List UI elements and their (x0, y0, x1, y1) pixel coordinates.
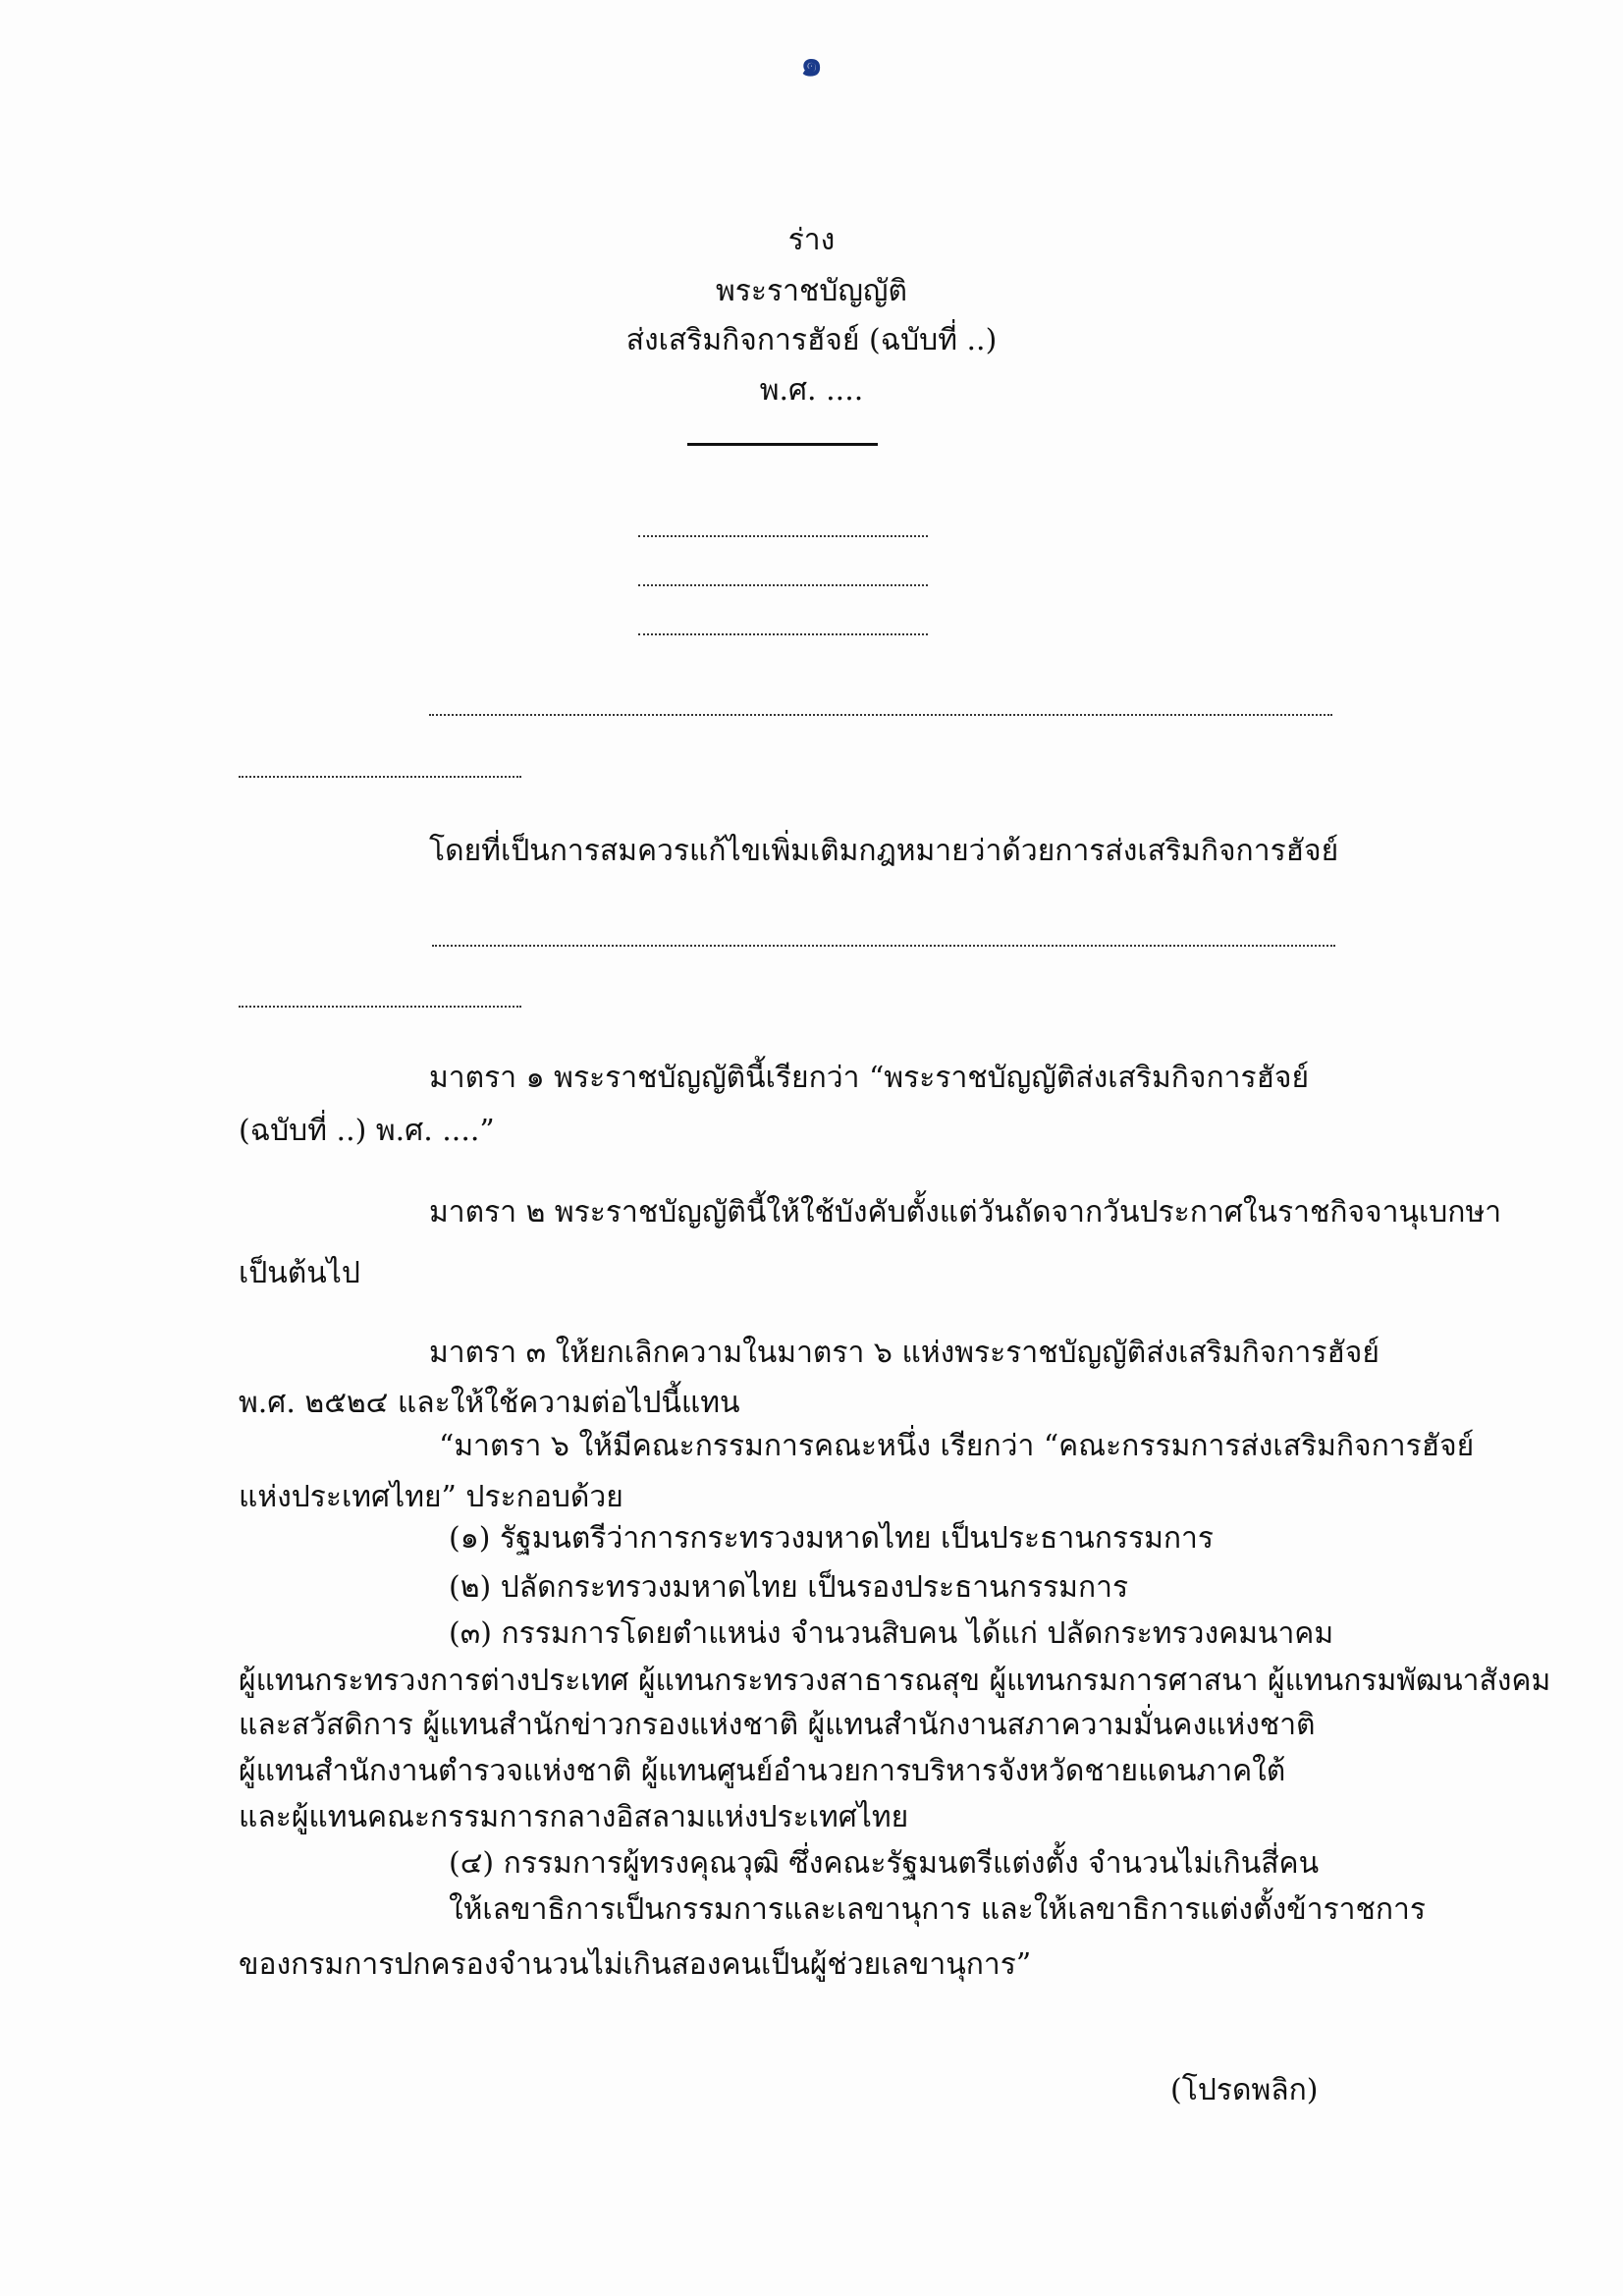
section-2-line-2: เป็นต้นไป (239, 1256, 360, 1290)
member-item-3-line-3: และสวัสดิการ ผู้แทนสำนักข่าวกรองแห่งชาติ ผู้แทนสำนักงานสภาความมั่นคงแห่งชาติ (239, 1708, 1316, 1742)
draft-label: ร่าง (787, 223, 836, 257)
member-item-3-line-1: (๓) กรรมการโดยตำแหน่ง จำนวนสิบคน ได้แก่ ปลัดกระทรวงคมนาคม (449, 1616, 1334, 1651)
dotted-blank-line (638, 535, 928, 537)
section-1-line-2: (ฉบับที่ ..) พ.ศ. ....” (239, 1114, 495, 1148)
act-title: ส่งเสริมกิจการฮัจย์ (ฉบับที่ ..) (625, 323, 998, 357)
dotted-blank-line (638, 633, 928, 635)
section-3-line-1: มาตรา ๓ ให้ยกเลิกความในมาตรา ๖ แห่งพระราชบัญญัติส่งเสริมกิจการฮัจย์ (429, 1336, 1380, 1370)
section-6-line-2: แห่งประเทศไทย” ประกอบด้วย (239, 1480, 623, 1514)
dotted-blank-line (638, 584, 928, 586)
section-3-line-2: พ.ศ. ๒๕๒๔ และให้ใช้ความต่อไปนี้แทน (239, 1386, 740, 1420)
secretary-line-1: ให้เลขาธิการเป็นกรรมการและเลขานุการ และให้เลขาธิการแต่งตั้งข้าราชการ (449, 1892, 1427, 1927)
dotted-blank-line (429, 714, 1332, 716)
secretary-line-2: ของกรมการปกครองจำนวนไม่เกินสองคนเป็นผู้ช่วยเลขานุการ” (239, 1947, 1032, 1982)
member-item-2: (๒) ปลัดกระทรวงมหาดไทย เป็นรองประธานกรรมการ (449, 1570, 1129, 1605)
member-item-3-line-5: และผู้แทนคณะกรรมการกลางอิสลามแห่งประเทศไทย (239, 1800, 909, 1834)
act-year: พ.ศ. .... (759, 373, 864, 408)
member-item-1: (๑) รัฐมนตรีว่าการกระทรวงมหาดไทย เป็นประธานกรรมการ (449, 1521, 1215, 1556)
dotted-blank-line (239, 776, 521, 778)
page-number: ๑ (800, 43, 823, 84)
section-2-line-1: มาตรา ๒ พระราชบัญญัตินี้ให้ใช้บังคับตั้งแต่วันถัดจากวันประกาศในราชกิจจานุเบกษา (429, 1195, 1502, 1230)
act-type: พระราชบัญญัติ (716, 274, 907, 308)
member-item-3-line-2: ผู้แทนกระทรวงการต่างประเทศ ผู้แทนกระทรวงสาธารณสุข ผู้แทนกรมการศาสนา ผู้แทนกรมพัฒนาสังคม (239, 1664, 1551, 1698)
dotted-blank-line (432, 945, 1335, 947)
please-turn-over: (โปรดพลิก) (1170, 2073, 1319, 2107)
dotted-blank-line (239, 1006, 521, 1008)
member-item-3-line-4: ผู้แทนสำนักงานตำรวจแห่งชาติ ผู้แทนศูนย์อำนวยการบริหารจังหวัดชายแดนภาคใต้ (239, 1754, 1286, 1788)
preamble-reason: โดยที่เป็นการสมควรแก้ไขเพิ่มเติมกฎหมายว่าด้วยการส่งเสริมกิจการฮัจย์ (429, 834, 1339, 868)
section-1-line-1: มาตรา ๑ พระราชบัญญัตินี้เรียกว่า “พระราชบัญญัติส่งเสริมกิจการฮัจย์ (429, 1061, 1310, 1095)
member-item-4: (๔) กรรมการผู้ทรงคุณวุฒิ ซึ่งคณะรัฐมนตรีแต่งตั้ง จำนวนไม่เกินสี่คน (449, 1846, 1320, 1881)
title-underline (687, 443, 878, 446)
section-6-line-1: “มาตรา ๖ ให้มีคณะกรรมการคณะหนึ่ง เรียกว่า “คณะกรรมการส่งเสริมกิจการฮัจย์ (439, 1429, 1475, 1463)
